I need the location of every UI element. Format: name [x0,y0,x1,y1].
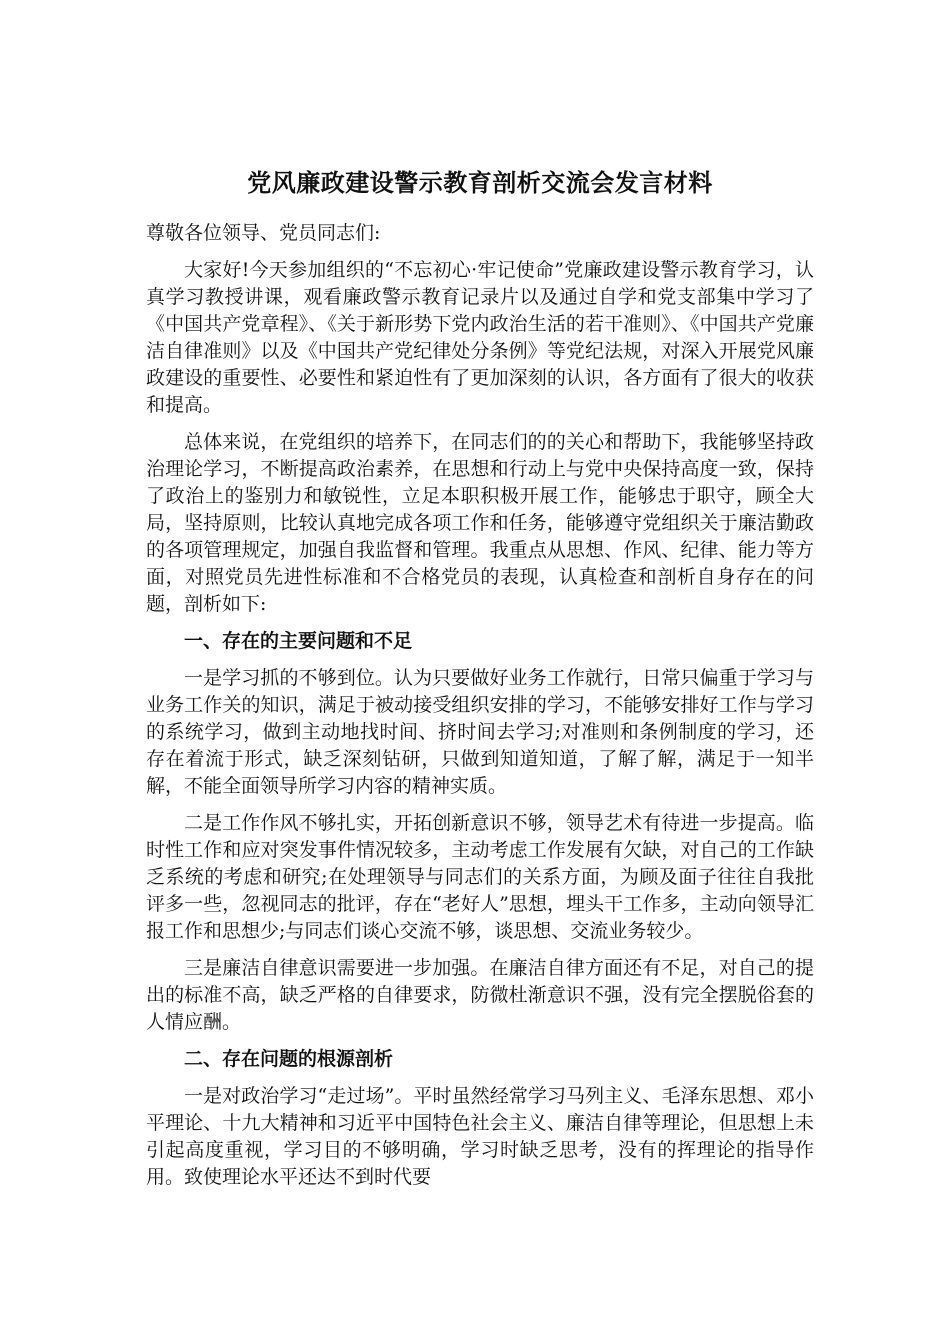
summary-paragraph: 总体来说，在党组织的培养下，在同志们的的关心和帮助下，我能够坚持政治理论学习，不断提高政治素养，在思想和行动上与党中央保持高度一致，保持了政治上的鉴别力和敏锐性，立足本职积极开展工作，能够忠于职守，顾全大局，坚持原则，比较认真地完成各项工作和任务，能够遵守党组织关于廉洁勤政的各项管理规定，加强自我监督和管理。我重点从思想、作风、纪律、能力等方面，对照党员先进性标准和不合格党员的表现，认真检查和剖析自身存在的问题，剖析如下: [146,431,814,615]
section-heading-root-causes: 二、存在问题的根源剖析 [184,1048,394,1070]
cause-paragraph-political-study: 一是对政治学习“走过场”。平时虽然经常学习马列主义、毛泽东思想、邓小平理论、十九大精神和习近平中国特色社会主义、廉洁自律等理论，但思想上未引起高度重视，学习目的不够明确，学习时缺乏思考，没有的挥理论的指导作用。致使理论水平还达不到时代要 [146,1085,814,1188]
document-page [146,166,814,1201]
section-heading-problems: 一、存在的主要问题和不足 [184,630,413,652]
problem-paragraph-work-style: 二是工作作风不够扎实，开拓创新意识不够，领导艺术有待进一步提高。临时性工作和应对突发事件情况较多，主动考虑工作发展有欠缺，对自己的工作缺乏系统的考虑和研究;在处理领导与同志们的关系方面，为顾及面子往往自我批评多一些，忽视同志的批评，存在“老好人”思想，埋头干工作多，主动向领导汇报工作和思想少;与同志们谈心交流不够，谈思想、交流业务较少。 [146,812,814,942]
document-title: 党风廉政建设警示教育剖析交流会发言材料 [247,168,713,197]
salutation: 尊敬各位领导、党员同志们: [146,222,381,244]
problem-paragraph-self-discipline: 三是廉洁自律意识需要进一步加强。在廉洁自律方面还有不足，对自己的提出的标准不高，缺乏严格的自律要求，防微杜渐意识不强，没有完全摆脱俗套的人情应酬。 [146,957,814,1033]
intro-paragraph: 大家好!今天参加组织的“不忘初心·牢记使命”党廉政建设警示教育学习，认真学习教授讲课，观看廉政警示教育记录片以及通过自学和党支部集中学习了《中国共产党章程》、《关于新形势下党内政治生活的若干准则》、《中国共产党廉洁自律准则》以及《中国共产党纪律处分条例》等党纪法规，对深入开展党风廉政建设的重要性、必要性和紧迫性有了更加深刻的认识，各方面有了很大的收获和提高。 [146,259,814,416]
problem-paragraph-study: 一是学习抓的不够到位。认为只要做好业务工作就行，日常只偏重于学习与业务工作关的知识，满足于被动接受组织安排的学习，不能够安排好工作与学习的系统学习，做到主动地找时间、挤时间去学习;对准则和条例制度的学习，还存在着流于形式，缺乏深刻钻研，只做到知道知道，了解了解，满足于一知半解，不能全面领导所学习内容的精神实质。 [146,667,814,797]
